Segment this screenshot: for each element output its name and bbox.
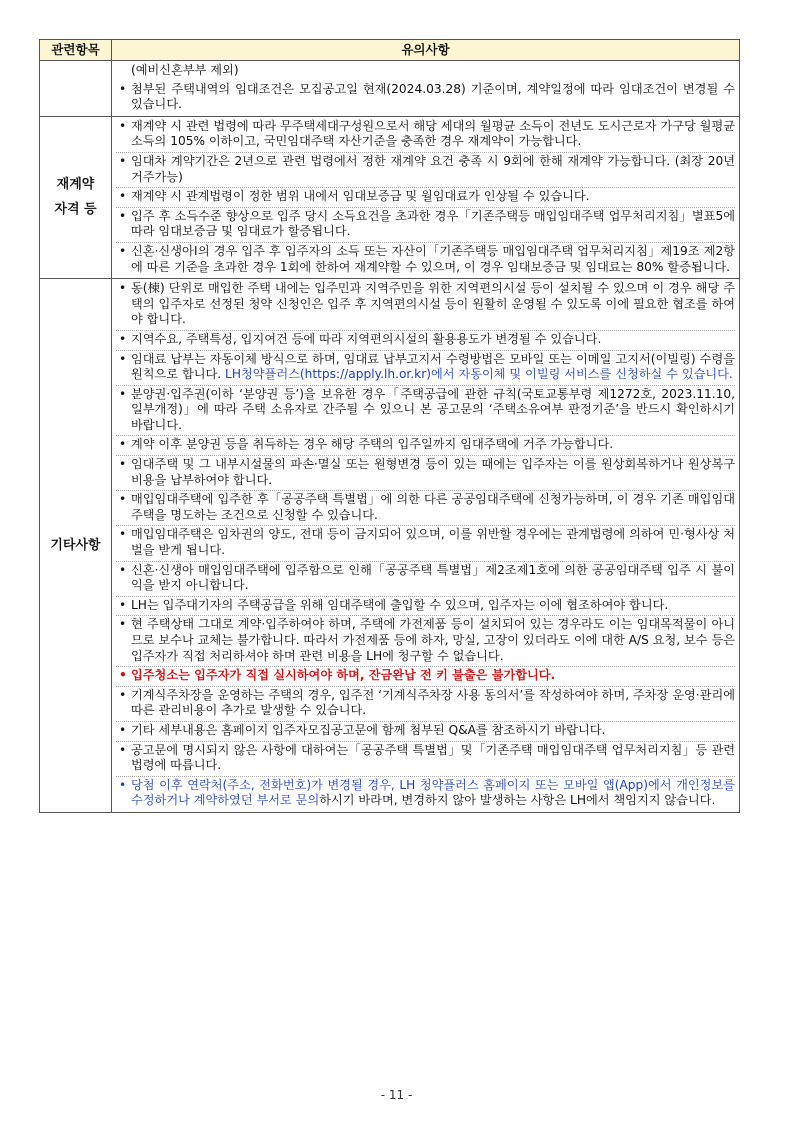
- list-item: • 임대료 납부는 자동이체 방식으로 하며, 임대료 납부고지서 수령방법은 모바일 또는 이메일 고지서(이빌링) 수령을 원칙으로 합니다. LH청약플러스(https://apply.lh.or.kr)에서 자동이체 및 이빌링 서비스를 신청하실 수 있습니다.: [116, 351, 735, 386]
- notice-table: [39, 39, 740, 813]
- bullet-icon: •: [119, 437, 127, 452]
- list-item: • 첨부된 주택내역의 임대조건은 모집공고일 현재(2024.03.28) 기준이며, 계약일정에 따라 임대조건이 변경될 수 있습니다.: [119, 81, 735, 112]
- bullet-icon: •: [119, 562, 127, 577]
- category-other: 기타사항: [40, 279, 112, 813]
- bullet-icon: •: [119, 687, 127, 702]
- list-item: • 신혼·신생아 매입임대주택에 입주함으로 인해「공공주택 특별법」제2조제1호에 의한 공공임대주택 입주 시 불이익을 받지 아니합니다.: [116, 562, 735, 597]
- list-item: • 재계약 시 관계법령이 정한 범위 내에서 임대보증금 및 월임대료가 인상될 수 있습니다.: [116, 188, 735, 208]
- list-item: • 동(棟) 단위로 매입한 주택 내에는 입주민과 지역주민을 위한 지역편의시설 등이 설치될 수 있으며 이 경우 해당 주택의 입주자로 선정된 청약 신청인은 입주 후 지역편의시설 등이 원활히 운영될 수 있도록 이에 필요한 협조를 하여야 합니다.: [116, 280, 735, 331]
- list-item-warning: [116, 667, 735, 687]
- category-renewal-line1: 재계약: [56, 177, 95, 193]
- header-notes: 유의사항: [112, 40, 740, 61]
- bullet-icon: •: [119, 208, 127, 223]
- list-item: • 기타 세부내용은 홈페이지 입주자모집공고문에 함께 첨부된 Q&A를 참조하시기 바랍니다.: [116, 722, 735, 742]
- section-other-row: [40, 279, 740, 813]
- list-item: • 지역수요, 주택특성, 입지여건 등에 따라 지역편의시설의 활용용도가 변경될 수 있습니다.: [116, 331, 735, 351]
- category-cell-empty: [40, 61, 112, 117]
- page-number: - 11 -: [380, 1088, 413, 1102]
- lh-apply-plus-link-text: LH청약플러스(https://apply.lh.or.kr)에서 자동이체 및 이빌링 서비스를 신청하실 수 있습니다.: [225, 367, 733, 382]
- bullet-icon: •: [119, 492, 127, 507]
- list-item: • 임대주택 및 그 내부시설물의 파손·멸실 또는 원형변경 등이 있는 때에는 입주자는 이를 원상회복하거나 원상복구비용을 납부하여야 합니다.: [116, 456, 735, 491]
- list-item: • 매입임대주택은 임차권의 양도, 전대 등이 금지되어 있으며, 이를 위반할 경우에는 관계법령에 의하여 민·형사상 처벌을 받게 됩니다.: [116, 526, 735, 561]
- category-renewal: [40, 116, 112, 278]
- bullet-icon: •: [119, 243, 127, 258]
- section-continuation-row: [40, 61, 740, 117]
- bullet-icon: •: [119, 527, 127, 542]
- list-item: • 현 주택상태 그대로 계약·입주하여야 하며, 주택에 가전제품 등이 설치되어 있는 경우라도 이는 임대목적물이 아니므로 보수나 교체는 불가합니다. 따라서 가전제품 등에 하자, 망실, 고장이 있더라도 이에 대한 A/S 요청, 보수 등은 입주자가 직접 처리하셔야 하며 관련 비용을 LH에 청구할 수 없습니다.: [116, 616, 735, 667]
- bullet-icon: •: [119, 722, 127, 737]
- bullet-icon: •: [119, 617, 127, 632]
- notes-list: [116, 81, 735, 115]
- bullet-icon: •: [119, 118, 127, 133]
- contact-change-text: 당첨 이후 연락처(주소, 전화번호)가 변경될 경우, LH 청약플러스 홈페이지 또는 모바일 앱(App)에서 개인정보를 수정하거나 계약하였던 부서로 문의: [131, 777, 735, 808]
- list-item: • 분양권·입주권(이하 ‘분양권 등’)을 보유한 경우「주택공급에 관한 규칙(국토교통부령 제1272호, 2023.11.10, 일부개정)」에 따라 주택 소유자로 간주될 수 있으니 본 공고문의 ‘주택소유여부 판정기준’을 반드시 확인하시기 바랍니다.: [116, 386, 735, 437]
- list-item: • LH는 입주대기자의 주택공급을 위해 임대주택에 출입할 수 있으며, 입주자는 이에 협조하여야 합니다.: [116, 597, 735, 617]
- bullet-icon: •: [119, 457, 127, 472]
- notes-cell: [112, 116, 740, 278]
- bullet-icon: •: [119, 597, 127, 612]
- list-item: • 기계식주차장을 운영하는 주택의 경우, 입주전 ‘기계식주차장 사용 동의서’를 작성하여야 하며, 주차장 운영·관리에 따른 관리비용이 추가로 발생할 수 있습니다.: [116, 687, 735, 722]
- bullet-icon: •: [119, 331, 127, 346]
- bullet-icon: •: [119, 742, 127, 757]
- notes-cell: [112, 279, 740, 813]
- list-item: • 신혼·신생아Ⅰ의 경우 입주 후 입주자의 소득 또는 자산이「기존주택등 매입임대주택 업무처리지침」제19조 제2항에 따른 기준을 초과한 경우 1회에 한하여 재계약할 수 있으며, 이 경우 임대보증금 및 임대료는 80% 할증됩니다.: [119, 243, 735, 274]
- table-header-row: [40, 40, 740, 61]
- list-item: • 계약 이후 분양권 등을 취득하는 경우 해당 주택의 입주일까지 임대주택에 거주 가능합니다.: [116, 436, 735, 456]
- notes-list: [116, 118, 735, 277]
- list-item: • 재계약 시 관련 법령에 따라 무주택세대구성원으로서 해당 세대의 월평균 소득이 전년도 도시근로자 가구당 월평균 소득의 105% 이하이고, 국민임대주택 자산기준을 충족한 경우 재계약이 가능합니다.: [116, 118, 735, 153]
- continuation-text: (예비신혼부부 제외): [131, 63, 239, 77]
- section-renewal-row: [40, 116, 740, 278]
- list-item: • 매입임대주택에 입주한 후「공공주택 특별법」에 의한 다른 공공임대주택에 신청가능하며, 이 경우 기존 매입임대주택을 명도하는 조건으로 신청할 수 있습니다.: [116, 491, 735, 526]
- bullet-icon: •: [119, 189, 127, 204]
- notes-list: [116, 280, 735, 811]
- bullet-icon: •: [119, 386, 127, 401]
- list-item: • 입주 후 소득수준 향상으로 입주 당시 소득요건을 초과한 경우「기존주택등 매입임대주택 업무처리지침」별표5에 따라 임대보증금 및 임대료가 할증됩니다.: [116, 208, 735, 243]
- bullet-icon: •: [119, 351, 127, 366]
- bullet-icon: •: [119, 281, 127, 296]
- list-item: • 공고문에 명시되지 않은 사항에 대하여는「공공주택 특별법」및「기존주택 매입임대주택 업무처리지침」등 관련법령에 따릅니다.: [116, 742, 735, 777]
- bullet-icon: •: [119, 153, 127, 168]
- bullet-icon: •: [119, 668, 127, 683]
- warning-text: 입주청소는 입주자가 직접 실시하여야 하며, 잔금완납 전 키 불출은 불가합니다.: [131, 668, 556, 683]
- list-item: • 임대차 계약기간은 2년으로 관련 법령에서 정한 재계약 요건 충족 시 9회에 한해 재계약 가능합니다. (최장 20년 거주가능): [116, 153, 735, 188]
- header-related-item: 관련항목: [40, 40, 112, 61]
- bullet-icon: •: [119, 81, 127, 96]
- notes-cell: [112, 61, 740, 117]
- bullet-icon: •: [119, 777, 127, 792]
- category-renewal-line2: 자격 등: [54, 202, 97, 218]
- list-item: • 당첨 이후 연락처(주소, 전화번호)가 변경될 경우, LH 청약플러스 홈페이지 또는 모바일 앱(App)에서 개인정보를 수정하거나 계약하였던 부서로 문의하시기 바라며, 변경하지 않아 발생하는 사항은 LH에서 책임지지 않습니다.: [119, 777, 735, 808]
